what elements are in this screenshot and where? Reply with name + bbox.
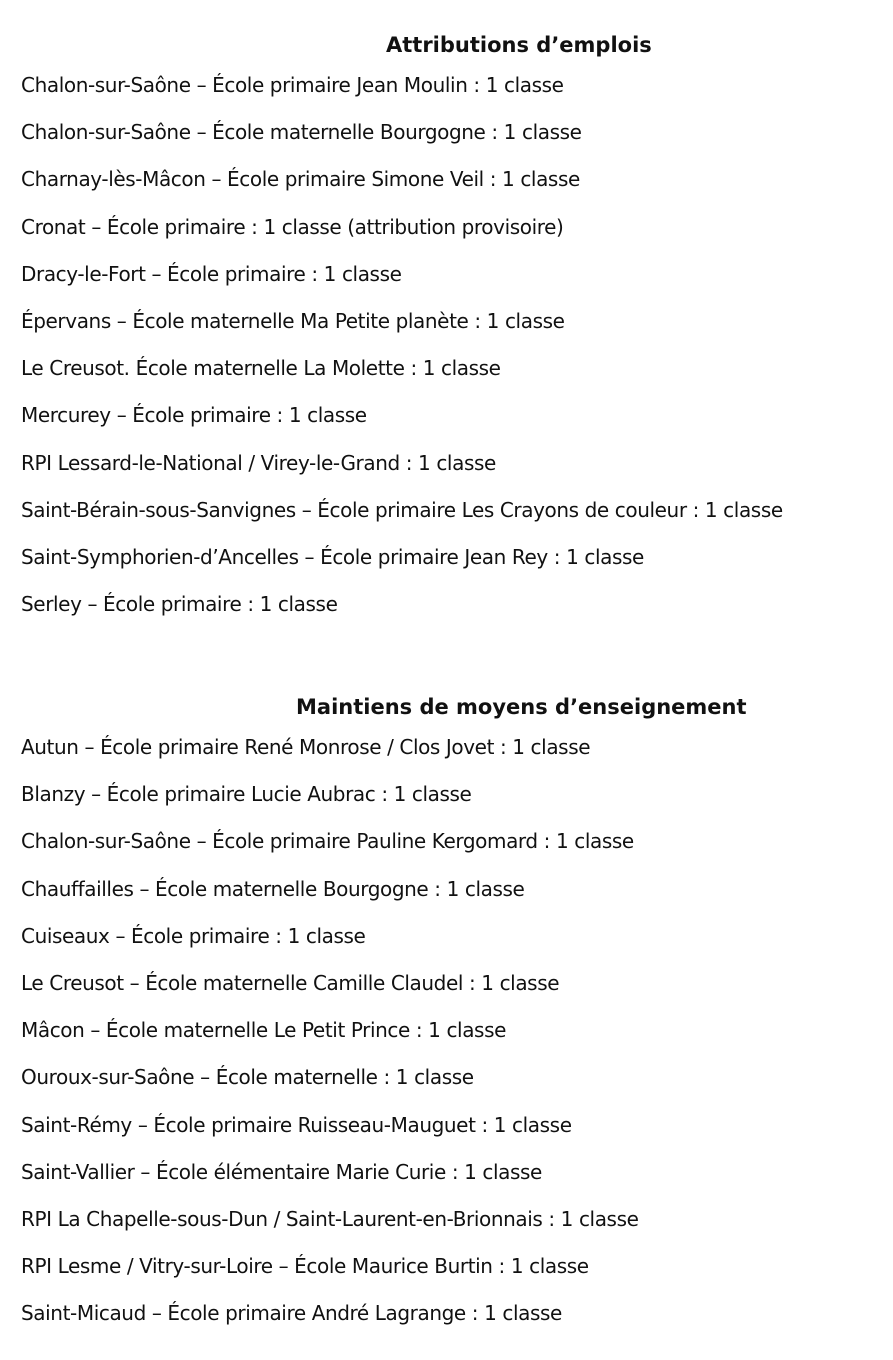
list-item: Le Creusot. École maternelle La Molette : 1 classe	[21, 356, 501, 381]
maintiens-list	[0, 724, 893, 1337]
list-item: Saint-Rémy – École primaire Ruisseau-Mauguet : 1 classe	[21, 1112, 572, 1137]
list-item: Ouroux-sur-Saône – École maternelle : 1 classe	[21, 1065, 474, 1090]
list-item: Chalon-sur-Saône – École maternelle Bourgogne : 1 classe	[21, 120, 582, 145]
section-title: Maintiens de moyens d’enseignement	[296, 695, 747, 719]
list-item: Serley – École primaire : 1 classe	[21, 592, 338, 617]
list-item: Cronat – École primaire : 1 classe (attribution provisoire)	[21, 214, 564, 239]
list-item: Saint-Symphorien-d’Ancelles – École primaire Jean Rey : 1 classe	[21, 544, 644, 569]
list-item: Blanzy – École primaire Lucie Aubrac : 1 classe	[21, 782, 472, 807]
section-title: Attributions d’emplois	[386, 33, 652, 57]
list-item: Chalon-sur-Saône – École primaire Pauline Kergomard : 1 classe	[21, 829, 634, 854]
list-item: Cuiseaux – École primaire : 1 classe	[21, 923, 366, 948]
list-item: Saint-Vallier – École élémentaire Marie Curie : 1 classe	[21, 1159, 542, 1184]
list-item: Charnay-lès-Mâcon – École primaire Simone Veil : 1 classe	[21, 167, 580, 192]
list-item: RPI Lessard-le-National / Virey-le-Grand : 1 classe	[21, 450, 496, 475]
list-item: Chauffailles – École maternelle Bourgogne : 1 classe	[21, 876, 525, 901]
list-item: RPI La Chapelle-sous-Dun / Saint-Laurent-en-Brionnais : 1 classe	[21, 1206, 639, 1231]
list-item: Mercurey – École primaire : 1 classe	[21, 403, 367, 428]
list-item: Chalon-sur-Saône – École primaire Jean Moulin : 1 classe	[21, 73, 564, 97]
section-attributions	[0, 28, 893, 628]
list-item: Le Creusot – École maternelle Camille Claudel : 1 classe	[21, 970, 560, 995]
list-item: Saint-Micaud – École primaire André Lagrange : 1 classe	[21, 1301, 562, 1326]
section-maintiens	[0, 690, 893, 1337]
list-item: Saint-Bérain-sous-Sanvignes – École primaire Les Crayons de couleur : 1 classe	[21, 497, 783, 522]
list-item: Mâcon – École maternelle Le Petit Prince : 1 classe	[21, 1018, 506, 1043]
attributions-list	[0, 62, 893, 628]
list-item: Autun – École primaire René Monrose / Clos Jovet : 1 classe	[21, 735, 591, 759]
list-item: Dracy-le-Fort – École primaire : 1 classe	[21, 261, 402, 286]
list-item: Épervans – École maternelle Ma Petite planète : 1 classe	[21, 308, 565, 333]
list-item: RPI Lesme / Vitry-sur-Loire – École Maurice Burtin : 1 classe	[21, 1254, 589, 1279]
